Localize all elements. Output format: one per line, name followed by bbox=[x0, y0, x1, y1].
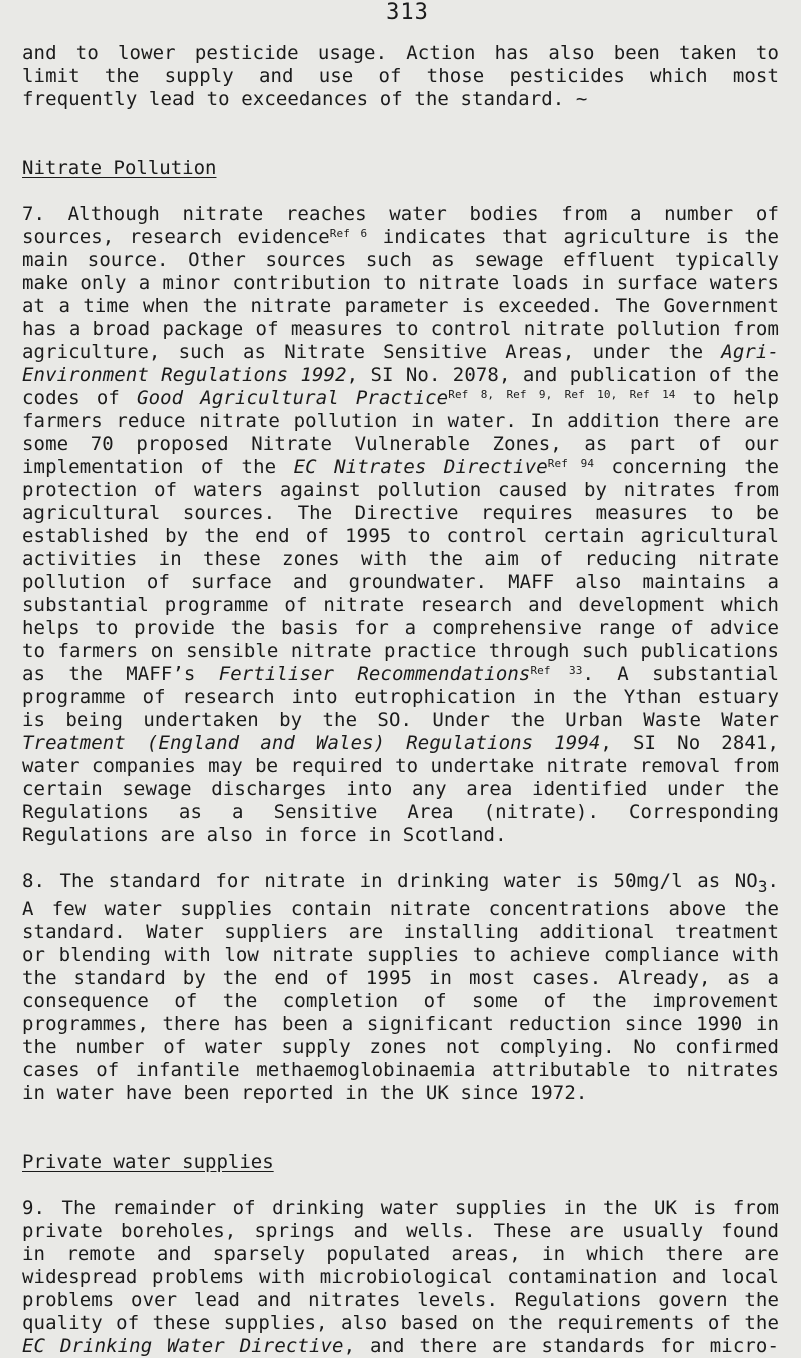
para7-line: Environment Regulations 1992, SI No. 2078, and publication of the bbox=[22, 364, 779, 386]
para7-line: at a time when the nitrate parameter is exceeded. The Government bbox=[22, 295, 779, 317]
ref-superscript: Ref 6 bbox=[329, 227, 368, 240]
para8-line: 8. The standard for nitrate in drinking water is 50mg/l as $NO_3$. bbox=[22, 870, 779, 896]
para7-line: is being undertaken by the SO. Under the Urban Waste Water bbox=[22, 709, 779, 731]
para7-line: agriculture, such as Nitrate Sensitive Areas, under the Agri- bbox=[22, 341, 779, 363]
heading-nitrate-pollution: Nitrate Pollution bbox=[22, 157, 217, 179]
para8-line: programmes, there has been a significant reduction since 1990 in bbox=[22, 1012, 779, 1035]
para7-line: pollution of surface and groundwater. MAFF also maintains a bbox=[22, 571, 779, 593]
para7-line: make only a minor contribution to nitrate loads in surface waters bbox=[22, 272, 779, 294]
heading-private-water-supplies: Private water supplies bbox=[22, 1150, 274, 1173]
para8-line: in water have been reported in the UK since 1972. bbox=[22, 1081, 588, 1104]
paragraph-7 bbox=[22, 203, 779, 847]
para8-line: consequence of the completion of some of the improvement bbox=[22, 989, 779, 1012]
intro-line: limit the supply and use of those pesticides which most bbox=[22, 65, 779, 87]
para7-line: certain sewage discharges into any area identified under the bbox=[22, 778, 779, 800]
para9-line: widespread problems with microbiological contamination and local bbox=[22, 1265, 779, 1288]
paragraph-9 bbox=[22, 1197, 779, 1358]
para9-line: quality of these supplies, also based on the requirements of the bbox=[22, 1311, 779, 1334]
para7-line: protection of waters against pollution caused by nitrates from bbox=[22, 479, 779, 501]
para7-line: programme of research into eutrophication in the Ythan estuary bbox=[22, 686, 779, 708]
para7-line: Regulations are also in force in Scotland. bbox=[22, 824, 507, 846]
para7-line: as the MAFF’s Fertiliser Recommendations$^{Ref 33}$. A substantial bbox=[22, 663, 779, 685]
para7-line: codes of Good Agricultural Practice$^{Ref 8, Ref 9, Ref 10, Ref 14}$ to help bbox=[22, 387, 779, 409]
para7-line: some 70 proposed Nitrate Vulnerable Zones, as part of our bbox=[22, 433, 779, 455]
para9-line: in remote and sparsely populated areas, in which there are bbox=[22, 1242, 779, 1265]
intro-line: and to lower pesticide usage. Action has also been taken to bbox=[22, 42, 779, 64]
page-number: 313 bbox=[386, 0, 429, 25]
para7-line: farmers reduce nitrate pollution in water. In addition there are bbox=[22, 410, 779, 432]
para7-line: activities in these zones with the aim of reducing nitrate bbox=[22, 548, 779, 570]
para9-line: problems over lead and nitrates levels. Regulations govern the bbox=[22, 1288, 779, 1311]
para7-line: helps to provide the basis for a comprehensive range of advice bbox=[22, 617, 779, 639]
para7-line: Regulations as a Sensitive Area (nitrate). Corresponding bbox=[22, 801, 779, 823]
para7-line: main source. Other sources such as sewage effluent typically bbox=[22, 249, 779, 271]
para8-line: the number of water supply zones not complying. No confirmed bbox=[22, 1035, 779, 1058]
intro-paragraph bbox=[22, 42, 779, 111]
para8-line: standard. Water suppliers are installing additional treatment bbox=[22, 920, 779, 943]
para7-line: to farmers on sensible nitrate practice through such publications bbox=[22, 640, 779, 662]
para7-line: water companies may be required to undertake nitrate removal from bbox=[22, 755, 779, 777]
para7-line: implementation of the EC Nitrates Directive$^{Ref 94}$ concerning the bbox=[22, 456, 779, 478]
ref-superscript: Ref 8, Ref 9, Ref 10, Ref 14 bbox=[448, 388, 676, 401]
para8-line: the standard by the end of 1995 in most cases. Already, as a bbox=[22, 966, 779, 989]
para8-line: or blending with low nitrate supplies to achieve compliance with bbox=[22, 943, 779, 966]
para8-line: A few water supplies contain nitrate concentrations above the bbox=[22, 897, 779, 920]
subscript: 3 bbox=[757, 876, 768, 896]
para7-line: sources, research evidence$^{Ref 6}$ indicates that agriculture is the bbox=[22, 226, 779, 248]
para9-line: 9. The remainder of drinking water supplies in the UK is from bbox=[22, 1196, 779, 1219]
para7-line: agricultural sources. The Directive requires measures to be bbox=[22, 502, 779, 524]
para7-line: substantial programme of nitrate research and development which bbox=[22, 594, 779, 616]
para7-line: established by the end of 1995 to control certain agricultural bbox=[22, 525, 779, 547]
para7-line: has a broad package of measures to control nitrate pollution from bbox=[22, 318, 779, 340]
ref-superscript: Ref 33 bbox=[530, 664, 583, 677]
para9-line: private boreholes, springs and wells. These are usually found bbox=[22, 1219, 779, 1242]
para7-line: Treatment (England and Wales) Regulations 1994, SI No 2841, bbox=[22, 732, 779, 754]
para7-line: 7. Although nitrate reaches water bodies from a number of bbox=[22, 203, 779, 225]
intro-line: frequently lead to exceedances of the standard. ~ bbox=[22, 88, 588, 110]
para9-line: EC Drinking Water Directive, and there are standards for micro- bbox=[22, 1334, 779, 1357]
ref-superscript: Ref 94 bbox=[547, 457, 595, 470]
para8-line: cases of infantile methaemoglobinaemia attributable to nitrates bbox=[22, 1058, 779, 1081]
paragraph-8 bbox=[22, 870, 779, 1105]
